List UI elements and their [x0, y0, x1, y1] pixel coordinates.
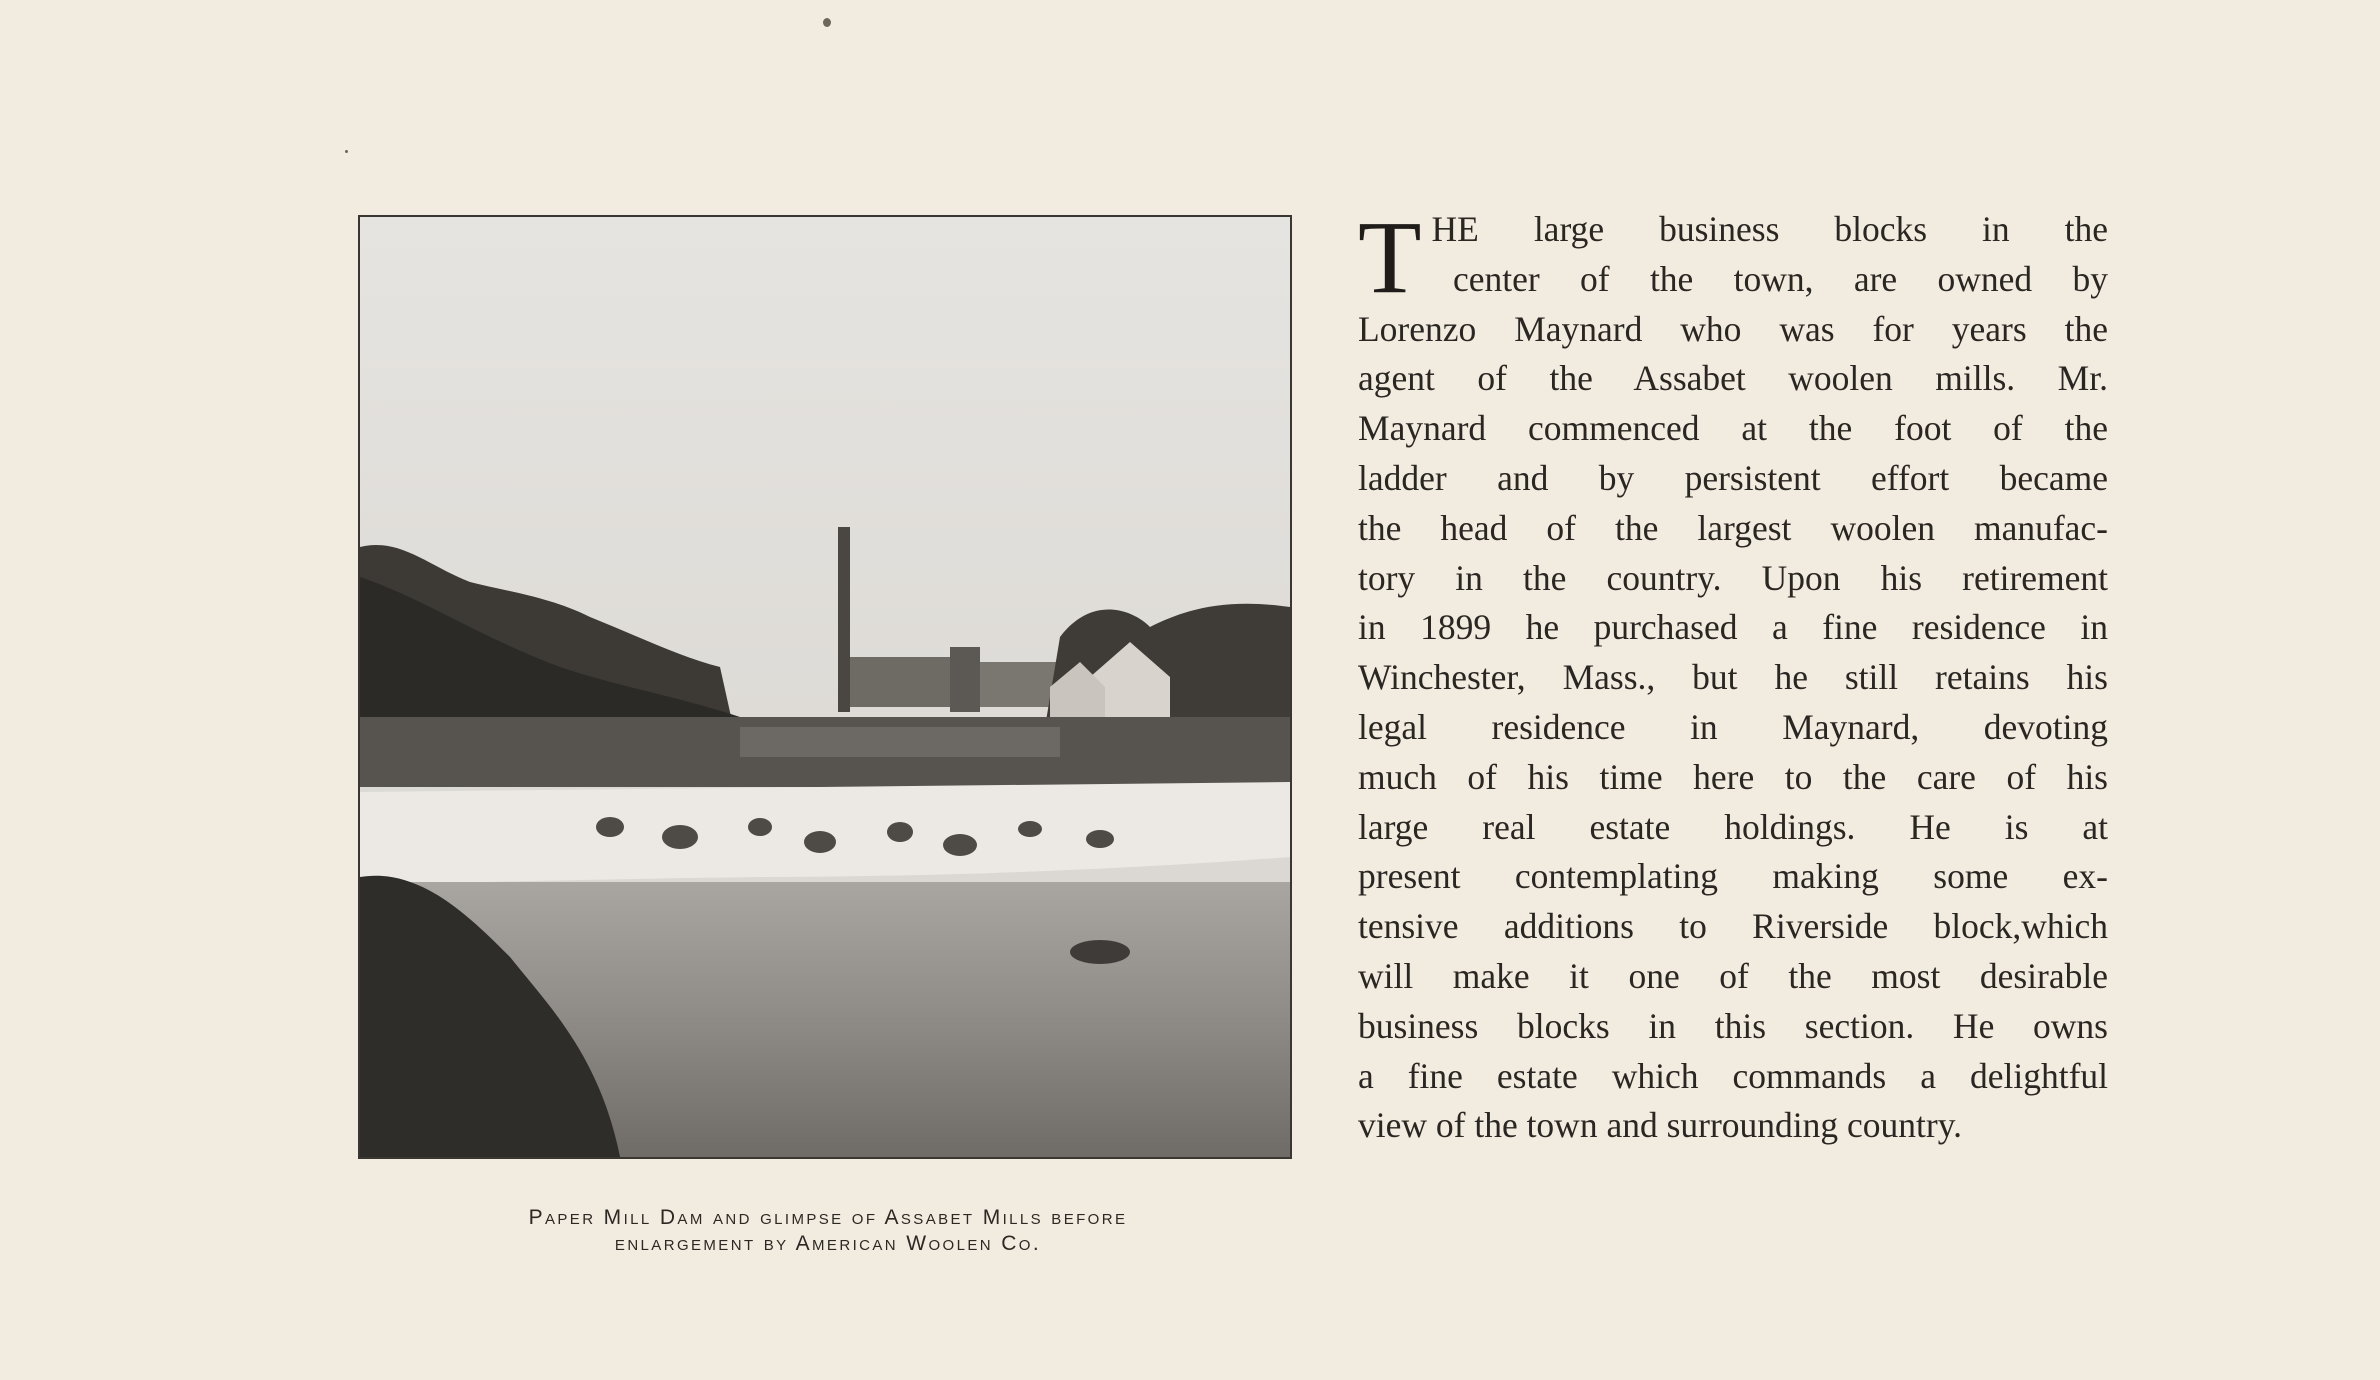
text-line: Lorenzo Maynard who was for years the	[1358, 308, 2108, 349]
text-line: in 1899 he purchased a fine residence in	[1358, 607, 2108, 648]
photo-illustration	[360, 217, 1290, 1157]
pond-reflection	[740, 727, 1060, 757]
caption-line: Paper Mill Dam and glimpse of Assabet Mills before	[528, 1206, 1128, 1229]
photo-caption	[358, 1205, 1298, 1257]
text-line: the head of the largest woolen manufac-	[1358, 507, 2108, 548]
page-speck	[823, 18, 831, 27]
text-line: HE large business blocks in the	[1431, 209, 2108, 249]
article-text	[1358, 200, 2108, 1151]
text-line: large real estate holdings. He is at	[1358, 806, 2108, 847]
text-line: a fine estate which commands a delightful	[1358, 1055, 2108, 1096]
drop-cap: T	[1358, 200, 1422, 315]
mill-chimney	[838, 527, 850, 712]
text-line: tensive additions to Riverside block,which	[1358, 906, 2108, 947]
text-line: agent of the Assabet woolen mills. Mr.	[1358, 358, 2108, 399]
text-line: present contemplating making some ex-	[1358, 856, 2108, 897]
text-line: business blocks in this section. He owns	[1358, 1005, 2108, 1046]
text-line: tory in the country. Upon his retirement	[1358, 557, 2108, 598]
photograph-paper-mill-dam	[358, 215, 1292, 1159]
mill-building	[840, 657, 960, 707]
text-line: will make it one of the most desirable	[1358, 955, 2108, 996]
river-rock	[1070, 940, 1130, 964]
mill-tower	[950, 647, 980, 712]
text-line: legal residence in Maynard, devoting	[1358, 706, 2108, 747]
caption-line: enlargement by American Woolen Co.	[614, 1232, 1042, 1255]
text-line: view of the town and surrounding country.	[1358, 1105, 1963, 1146]
text-line: Winchester, Mass., but he still retains his	[1358, 657, 2108, 698]
text-line: ladder and by persistent effort became	[1358, 457, 2108, 498]
text-line: center of the town, are owned by	[1453, 258, 2108, 299]
page-speck	[345, 150, 348, 153]
text-line: much of his time here to the care of his	[1358, 756, 2108, 797]
text-line: Maynard commenced at the foot of the	[1358, 408, 2108, 449]
